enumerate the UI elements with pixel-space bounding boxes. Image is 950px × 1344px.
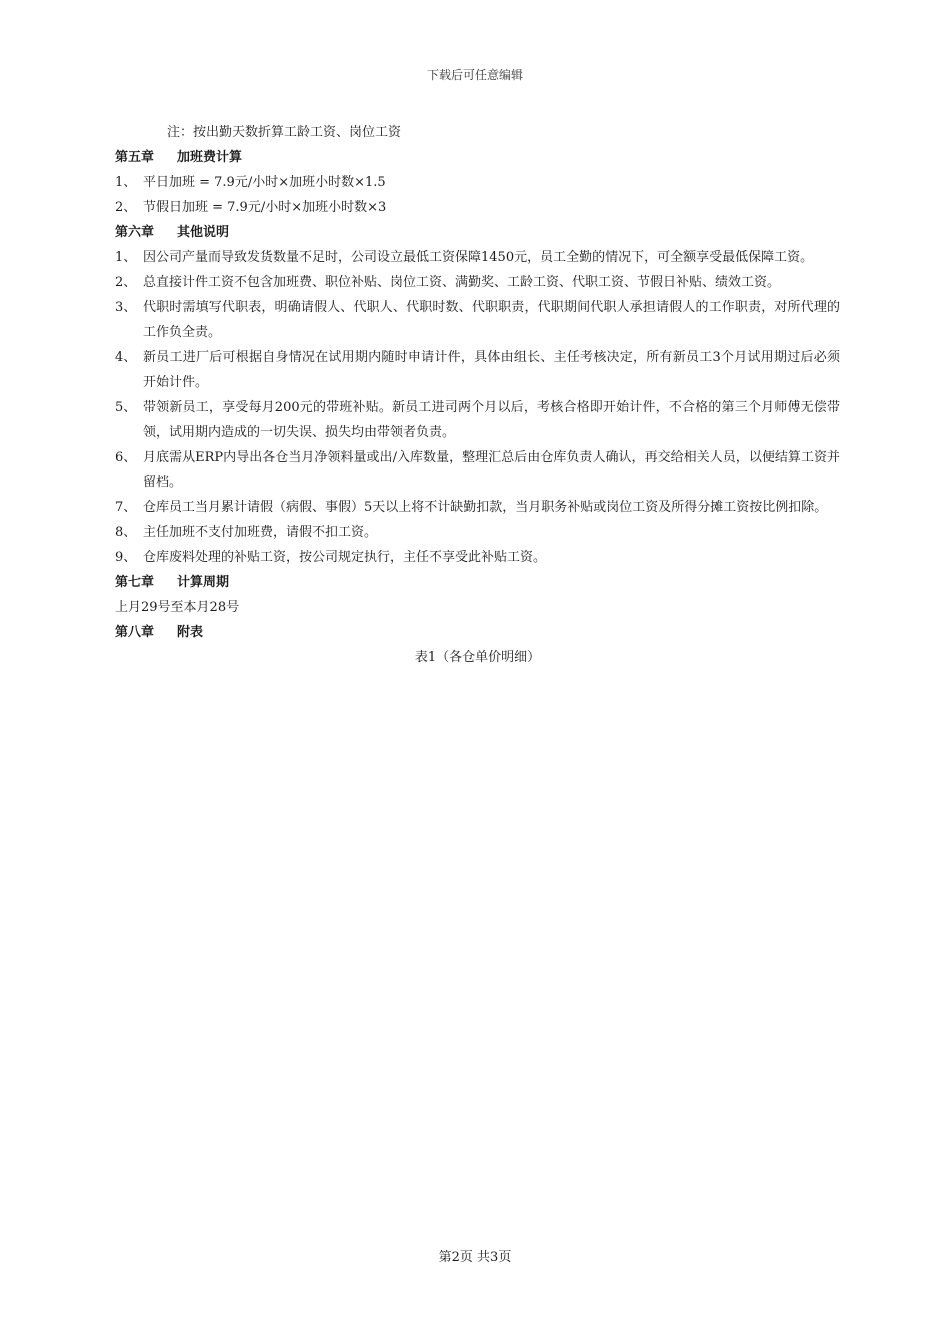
list-item-text: 仓库员工当月累计请假（病假、事假）5天以上将不计缺勤扣款，当月职务补贴或岗位工资及所得分摊工资按比例扣除。 xyxy=(143,500,828,515)
chapter-number: 第八章 xyxy=(115,625,155,640)
list-item-text: 带领新员工，享受每月200元的带班补贴。新员工进司两个月以后，考核合格即开始计件，不合格的第三个月师傅无偿带领，试用期内造成的一切失误、损失均由带领者负责。 xyxy=(143,400,840,440)
chapter-title: 其他说明 xyxy=(177,225,230,240)
list-item-number: 2、 xyxy=(115,275,137,290)
list-item xyxy=(115,345,840,395)
list-item xyxy=(115,495,840,520)
list-item xyxy=(115,445,840,495)
list-item-number: 9、 xyxy=(115,550,137,565)
chapter-7-heading xyxy=(115,570,840,595)
chapter-5-heading xyxy=(115,145,840,170)
list-item-number: 1、 xyxy=(115,250,137,265)
list-item-number: 5、 xyxy=(115,400,137,415)
list-item-number: 7、 xyxy=(115,500,137,515)
calculation-period-text: 上月29号至本月28号 xyxy=(115,600,240,615)
list-item-text: 因公司产量而导致发货数量不足时，公司设立最低工资保障1450元，员工全勤的情况下，可全额享受最低保障工资。 xyxy=(143,250,814,265)
chapter-title: 计算周期 xyxy=(177,575,230,590)
list-item-text: 总直接计件工资不包含加班费、职位补贴、岗位工资、满勤奖、工龄工资、代职工资、节假日补贴、绩效工资。 xyxy=(143,275,781,290)
list-item-text: 仓库废料处理的补贴工资，按公司规定执行，主任不享受此补贴工资。 xyxy=(143,550,547,565)
list-item-number: 4、 xyxy=(115,350,137,365)
list-item-number: 6、 xyxy=(115,450,137,465)
list-item xyxy=(115,270,840,295)
list-item-number: 1、 xyxy=(115,175,137,190)
page-footer: 第2页 共3页 xyxy=(438,1250,512,1265)
list-item xyxy=(115,245,840,270)
list-item-text: 代职时需填写代职表，明确请假人、代职人、代职时数、代职职责，代职期间代职人承担请假人的工作职责，对所代理的工作负全责。 xyxy=(143,300,840,340)
list-item-text: 月底需从ERP内导出各仓当月净领料量或出/入库数量，整理汇总后由仓库负责人确认，再交给相关人员，以便结算工资并留档。 xyxy=(143,450,840,490)
document-body xyxy=(115,120,840,670)
list-item-text: 平日加班 = 7.9元/小时×加班小时数×1.5 xyxy=(143,175,386,190)
list-item-text: 主任加班不支付加班费，请假不扣工资。 xyxy=(143,525,378,540)
list-item-number: 8、 xyxy=(115,525,137,540)
chapter-8-heading xyxy=(115,620,840,645)
chapter-title: 加班费计算 xyxy=(177,150,243,165)
list-item xyxy=(115,170,840,195)
chapter-6-heading xyxy=(115,220,840,245)
list-item xyxy=(115,195,840,220)
list-item-number: 3、 xyxy=(115,300,137,315)
list-item xyxy=(115,520,840,545)
list-item xyxy=(115,295,840,345)
list-item-number: 2、 xyxy=(115,200,137,215)
chapter-number: 第七章 xyxy=(115,575,155,590)
chapter-title: 附表 xyxy=(177,625,204,640)
chapter-number: 第五章 xyxy=(115,150,155,165)
table-caption: 表1（各仓单价明细） xyxy=(414,650,541,665)
page-header: 下载后可任意编辑 xyxy=(426,68,523,82)
chapter-number: 第六章 xyxy=(115,225,155,240)
list-item-text: 节假日加班 = 7.9元/小时×加班小时数×3 xyxy=(143,200,387,215)
list-item xyxy=(115,395,840,445)
list-item xyxy=(115,545,840,570)
note-line: 注：按出勤天数折算工龄工资、岗位工资 xyxy=(167,125,402,140)
list-item-text: 新员工进厂后可根据自身情况在试用期内随时申请计件，具体由组长、主任考核决定，所有新员工3个月试用期过后必须开始计件。 xyxy=(143,350,840,390)
